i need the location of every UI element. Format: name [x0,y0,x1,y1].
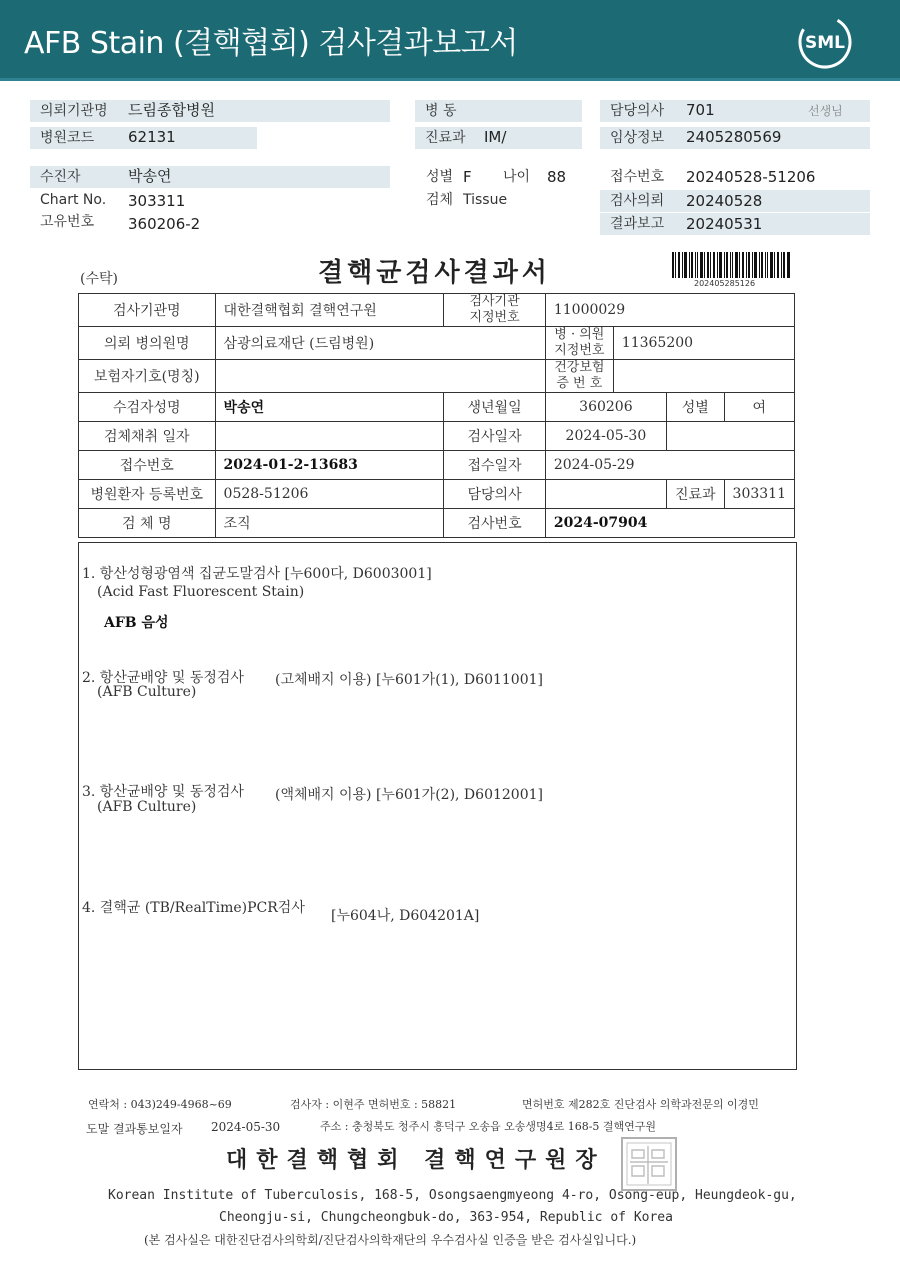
table-label: 생년월일 [444,393,546,422]
result-2-method: (고체배지 이용) [누601가(1), D6011001] [275,672,543,688]
table-row [79,360,795,393]
table-label: 검사일자 [444,422,546,451]
table-label: 병원환자 등록번호 [79,480,216,509]
result-1-subtitle: (Acid Fast Fluorescent Stain) [97,584,305,600]
table-value: 11000029 [545,294,794,327]
footer-english-address-2: Cheongju-si, Chungcheongbuk-do, 363-954, Republic of Korea [219,1210,673,1225]
result-4-title: 4. 결핵균 (TB/RealTime)PCR검사 [82,900,305,916]
table-row [79,422,795,451]
sml-logo [797,14,853,70]
results-box [78,542,797,1070]
report-label: 결과보고 [610,216,665,232]
patient-label: 수진자 [40,169,81,185]
table-value: 2024-01-2-13683 [215,451,444,480]
table-label: 접수일자 [444,451,546,480]
footer-examiner: 검사자 : 이현주 면허번호 : 58821 [290,1098,457,1111]
id-value: 360206-2 [128,215,201,233]
result-2-subtitle: (AFB Culture) [97,684,197,700]
result-3-method: (액체배지 이용) [누601가(2), D6012001] [275,787,543,803]
table-value: 2024-05-29 [545,451,794,480]
table-label: 보험자기호(명칭) [79,360,216,393]
table-label: 건강보험 증 번 호 [545,360,613,393]
footer-address: 주소 : 충청북도 청주시 흥덕구 오송읍 오송생명4로 168-5 결핵연구원 [320,1120,657,1133]
table-label: 수검자성명 [79,393,216,422]
table-row [79,294,795,327]
table-value: 2024-07904 [545,509,794,538]
table-value [666,422,794,451]
footer-smear-date-label: 도말 결과통보일자 [86,1122,183,1136]
table-label: 검 체 명 [79,509,216,538]
table-value [215,422,444,451]
result-1-value: AFB 음성 [104,615,169,631]
footer-institute-name: 대한결핵협회 결핵연구원장 [226,1147,606,1173]
official-seal-stamp [620,1136,678,1192]
table-row [79,451,795,480]
result-3-subtitle: (AFB Culture) [97,799,197,815]
table-label: 진료과 [666,480,724,509]
age-value: 88 [547,168,567,186]
footer-license: 면허번호 제282호 진단검사 의학과전문의 이경민 [522,1098,759,1111]
table-label: 의뢰 병의원명 [79,327,216,360]
table-row [79,327,795,360]
table-value: 0528-51206 [215,480,444,509]
report-title: AFB Stain (결핵협회) 검사결과보고서 [24,26,518,61]
table-value: 여 [724,393,794,422]
table-label: 성별 [666,393,724,422]
chart-label: Chart No. [40,192,107,208]
table-value: 11365200 [613,327,794,360]
table-value [215,360,545,393]
table-value: 조직 [215,509,444,538]
institution-label: 의뢰기관명 [40,103,108,119]
table-value: 박송연 [215,393,444,422]
table-label: 검사기관 지정번호 [444,294,546,327]
id-label: 고유번호 [40,214,95,230]
specimen-label: 검체 [426,192,454,208]
footer-smear-date: 2024-05-30 [211,1120,281,1134]
ward-label: 병 동 [425,103,457,119]
table-label: 병 · 의원 지정번호 [545,327,613,360]
result-2-title: 2. 항산균배양 및 동정검사 [82,670,244,686]
hospital-code-value: 62131 [128,128,176,146]
table-label: 검사번호 [444,509,546,538]
result-3-title: 3. 항산균배양 및 동정검사 [82,784,244,800]
department-label: 진료과 [425,130,466,146]
result-4-code: [누604나, D604201A] [331,908,480,924]
patient-label-cell [30,166,390,188]
patient-value: 박송연 [128,167,172,185]
table-value [613,360,794,393]
table-label: 검사기관명 [79,294,216,327]
barcode-graphic [672,252,790,278]
form-susu: (수탁) [80,271,118,287]
table-value: 2024-05-30 [545,422,666,451]
result-1-title: 1. 항산성형광염색 집균도말검사 [누600다, D6003001] [82,566,432,582]
table-value: 360206 [545,393,666,422]
table-row [79,393,795,422]
clinical-label: 임상정보 [610,130,665,146]
doctor-value: 701 [686,101,715,119]
form-title: 결핵균검사결과서 [318,258,551,288]
table-value [545,480,666,509]
age-label: 나이 [503,169,531,185]
header-underline [0,78,900,81]
receipt-label: 접수번호 [610,169,665,185]
hospital-code-label: 병원코드 [40,130,95,146]
receipt-value: 20240528-51206 [686,168,816,186]
table-value: 대한결핵협회 결핵연구원 [215,294,444,327]
table-label: 접수번호 [79,451,216,480]
report-value: 20240531 [686,215,763,233]
sex-value: F [463,168,472,186]
footer-english-address-1: Korean Institute of Tuberculosis, 168-5, Osongsaengmyeong 4-ro, Osong-eup, Heungdeok-gu, [108,1188,797,1203]
table-label: 담당의사 [444,480,546,509]
table-value: 삼광의료재단 (드림병원) [215,327,545,360]
doctor-suffix: 선생님 [808,104,843,118]
footer-contact: 연락처 : 043)249-4968~69 [88,1098,232,1111]
barcode-number: 202405285126 [694,279,756,288]
clinical-value: 2405280569 [686,128,782,146]
doctor-label: 담당의사 [610,103,665,119]
table-row [79,509,795,538]
request-label: 검사의뢰 [610,193,665,209]
logo-text: SML [805,33,845,53]
scanned-result-form [0,250,900,1271]
table-label: 검체채취 일자 [79,422,216,451]
sex-label: 성별 [426,169,454,185]
specimen-value: Tissue [463,192,508,208]
report-header [0,0,900,78]
footer-certification: (본 검사실은 대한진단검사의학회/진단검사의학재단의 우수검사실 인증을 받은 검사실입니다.) [144,1233,637,1247]
department-value: IM/ [484,128,507,146]
ward-label-cell [415,100,582,122]
table-value: 303311 [724,480,794,509]
institution-value: 드림종합병원 [128,101,215,119]
table-row [79,480,795,509]
request-value: 20240528 [686,192,763,210]
form-info-table [78,293,795,538]
chart-value: 303311 [128,192,186,210]
